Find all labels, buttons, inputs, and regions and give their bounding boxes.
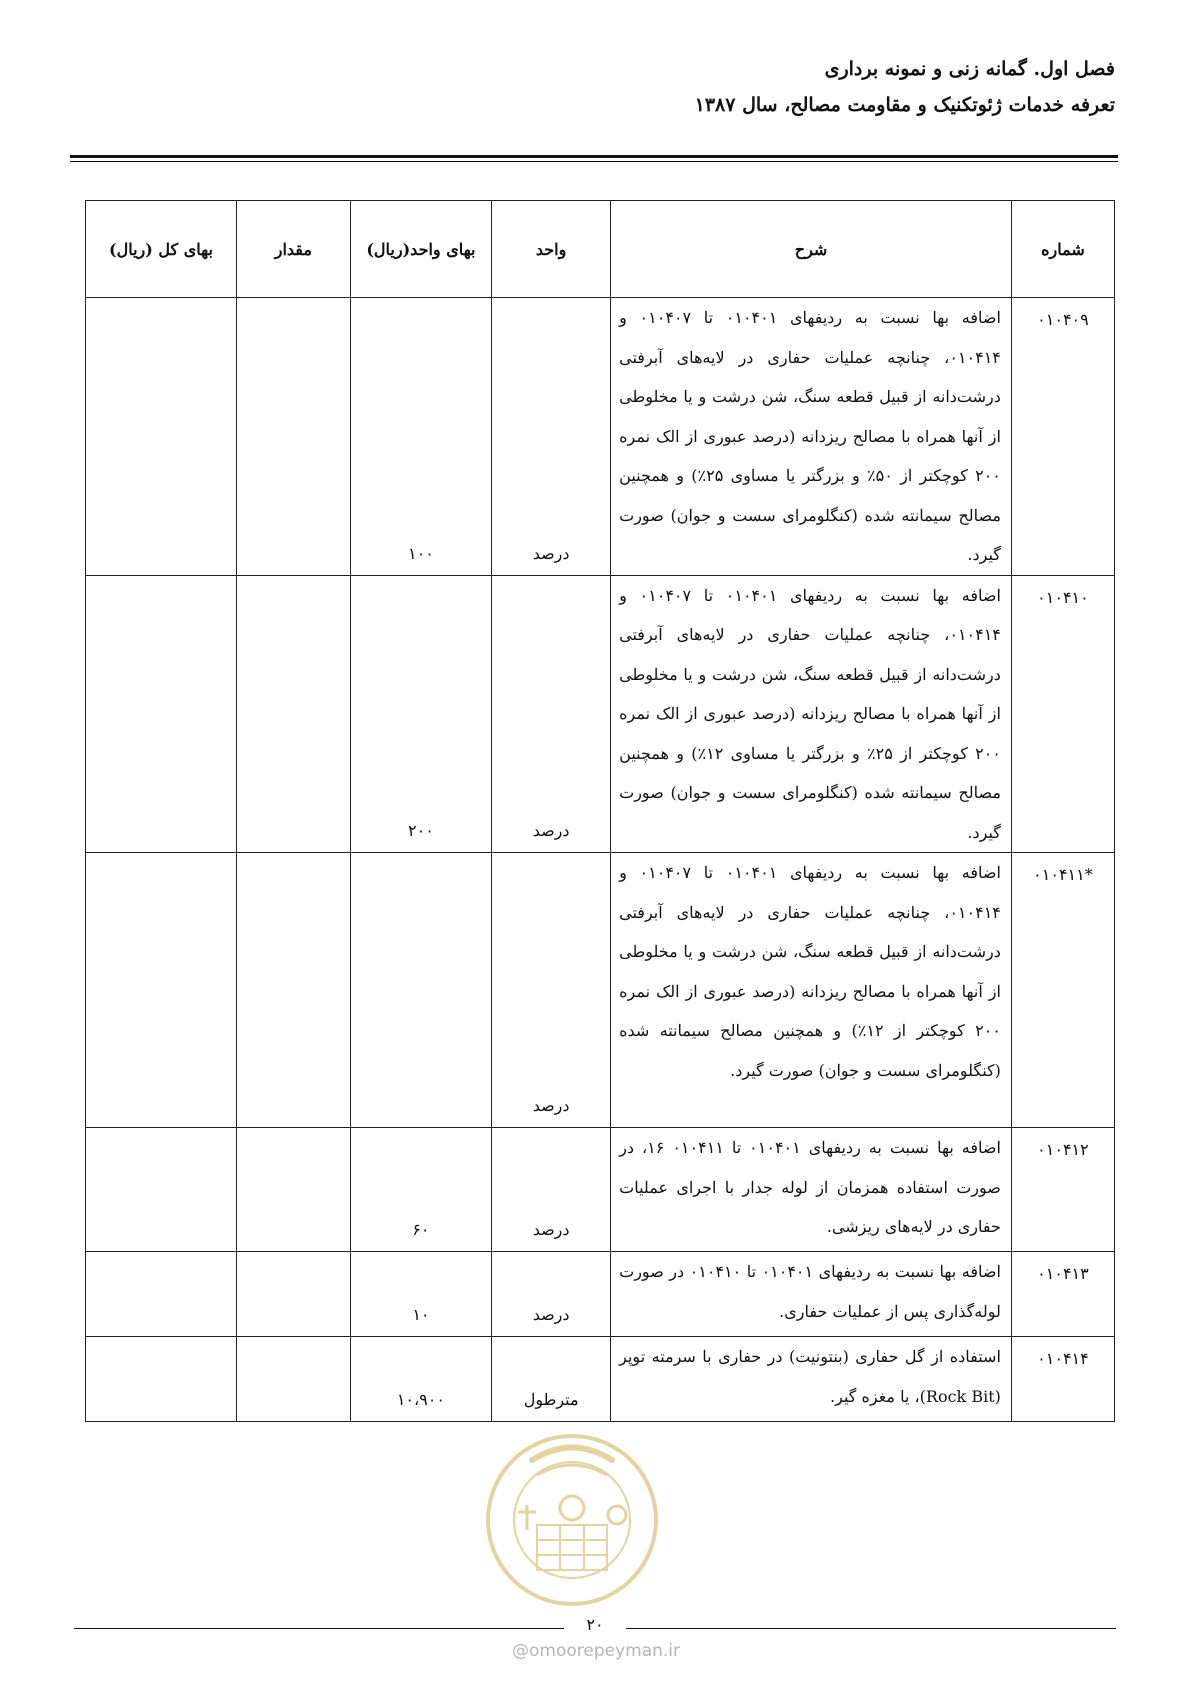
cell-total-price <box>86 1252 237 1337</box>
cell-unit: مترطول <box>492 1337 611 1422</box>
table-row <box>86 1337 1115 1422</box>
cell-number: ۰۱۰۴۱۲ <box>1011 1128 1114 1252</box>
page-header <box>695 58 1115 116</box>
watermark-text: omoorepeyman.ir <box>528 1641 681 1661</box>
cell-description: اضافه بها نسبت به ردیفهای ۰۱۰۴۰۱ تا ۰۱۰۴۰۷ و ۰۱۰۴۱۴، چنانچه عملیات حفاری در لایه‌های آبرفتی درشت‌دانه از قبیل قطعه سنگ، شن درشت و یا مخلوطی از آنها همراه با مصالح ریزدانه (درصد عبوری از الک نمره ۲۰۰ کوچکتر از ۱۲٪) و همچنین مصالح سیمانته شده (کنگلومرای سست و جوان) صورت گیرد. <box>611 853 1012 1128</box>
cell-unit: درصد <box>492 575 611 853</box>
cell-description: اضافه بها نسبت به ردیفهای ۰۱۰۴۰۱ تا ۰۱۰۴۰۷ و ۰۱۰۴۱۴، چنانچه عملیات حفاری در لایه‌های آبرفتی درشت‌دانه از قبیل قطعه سنگ، شن درشت و یا مخلوطی از آنها همراه با مصالح ریزدانه (درصد عبوری از الک نمره ۲۰۰ کوچکتر از ۵۰٪ و بزرگتر یا مساوی ۲۵٪) و همچنین مصالح سیمانته شده (کنگلومرای سست و جوان) صورت گیرد. <box>611 298 1012 576</box>
table-row <box>86 1128 1115 1252</box>
cell-unit-price: ۲۰۰ <box>350 575 491 853</box>
column-header-unit-price: بهای واحد(ریال) <box>350 201 491 298</box>
table-row <box>86 853 1115 1128</box>
column-header-total-price: بهای کل (ریال) <box>86 201 237 298</box>
cell-number: ۰۱۰۴۰۹ <box>1011 298 1114 576</box>
column-header-unit: واحد <box>492 201 611 298</box>
cell-total-price <box>86 298 237 576</box>
cell-total-price <box>86 853 237 1128</box>
cell-unit-price <box>350 853 491 1128</box>
cell-number: ۰۱۰۴۱۰ <box>1011 575 1114 853</box>
column-header-description: شرح <box>611 201 1012 298</box>
cell-number: ۰۱۰۴۱۳ <box>1011 1252 1114 1337</box>
document-title: تعرفه خدمات ژئوتکنیک و مقاومت مصالح، سال ۱۳۸۷ <box>694 94 1115 116</box>
cell-quantity <box>236 853 350 1128</box>
table-row <box>86 1252 1115 1337</box>
table-row <box>86 298 1115 576</box>
chapter-title: فصل اول. گمانه زنی و نمونه برداری <box>824 58 1115 80</box>
site-watermark <box>496 1641 696 1661</box>
cell-unit-price: ۱۰ <box>350 1252 491 1337</box>
header-rule-thick <box>70 155 1118 158</box>
cell-total-price <box>86 575 237 853</box>
column-header-number: شماره <box>1011 201 1114 298</box>
footer-rule-right <box>626 1628 1116 1629</box>
cell-unit-price: ۱۰۰ <box>350 298 491 576</box>
cell-number: ۰۱۰۴۱۴ <box>1011 1337 1114 1422</box>
cell-quantity <box>236 575 350 853</box>
cell-description: استفاده از گل حفاری (بنتونیت) در حفاری با سرمته توپر (Rock Bit)، یا مغزه گیر. <box>611 1337 1012 1422</box>
cell-unit: درصد <box>492 853 611 1128</box>
page-number: ۲۰ <box>586 1615 604 1634</box>
cell-unit: درصد <box>492 298 611 576</box>
table-header-row <box>86 201 1115 298</box>
cell-quantity <box>236 1252 350 1337</box>
cell-quantity <box>236 1128 350 1252</box>
cell-unit: درصد <box>492 1128 611 1252</box>
cell-description: اضافه بها نسبت به ردیفهای ۰۱۰۴۰۱ تا ۰۱۰۴۰۷ و ۰۱۰۴۱۴، چنانچه عملیات حفاری در لایه‌های آبرفتی درشت‌دانه از قبیل قطعه سنگ، شن درشت و یا مخلوطی از آنها همراه با مصالح ریزدانه (درصد عبوری از الک نمره ۲۰۰ کوچکتر از ۲۵٪ و بزرگتر یا مساوی ۱۲٪) و همچنین مصالح سیمانته شده (کنگلومرای سست و جوان) صورت گیرد. <box>611 575 1012 853</box>
cell-unit-price: ۶۰ <box>350 1128 491 1252</box>
cell-quantity <box>236 298 350 576</box>
cell-description: اضافه بها نسبت به ردیفهای ۰۱۰۴۰۱ تا ۰۱۰۴۱۰ در صورت لوله‌گذاری پس از عملیات حفاری. <box>611 1252 1012 1337</box>
omoor-peyman-seal-icon <box>482 1430 662 1610</box>
cell-unit: درصد <box>492 1252 611 1337</box>
tariff-table <box>85 200 1115 1422</box>
cell-total-price <box>86 1337 237 1422</box>
cell-quantity <box>236 1337 350 1422</box>
cell-total-price <box>86 1128 237 1252</box>
at-icon: @ <box>511 1641 529 1661</box>
table-row <box>86 575 1115 853</box>
column-header-quantity: مقدار <box>236 201 350 298</box>
cell-description: اضافه بها نسبت به ردیفهای ۰۱۰۴۰۱ تا ۰۱۰۴۱۱ ۱۶، در صورت استفاده همزمان از لوله جدار با اجرای عملیات حفاری در لایه‌های ریزشی. <box>611 1128 1012 1252</box>
header-rule-thin <box>70 161 1118 162</box>
cell-unit-price: ۱۰،۹۰۰ <box>350 1337 491 1422</box>
footer-rule-left <box>74 1628 564 1629</box>
cell-number: *۰۱۰۴۱۱ <box>1011 853 1114 1128</box>
